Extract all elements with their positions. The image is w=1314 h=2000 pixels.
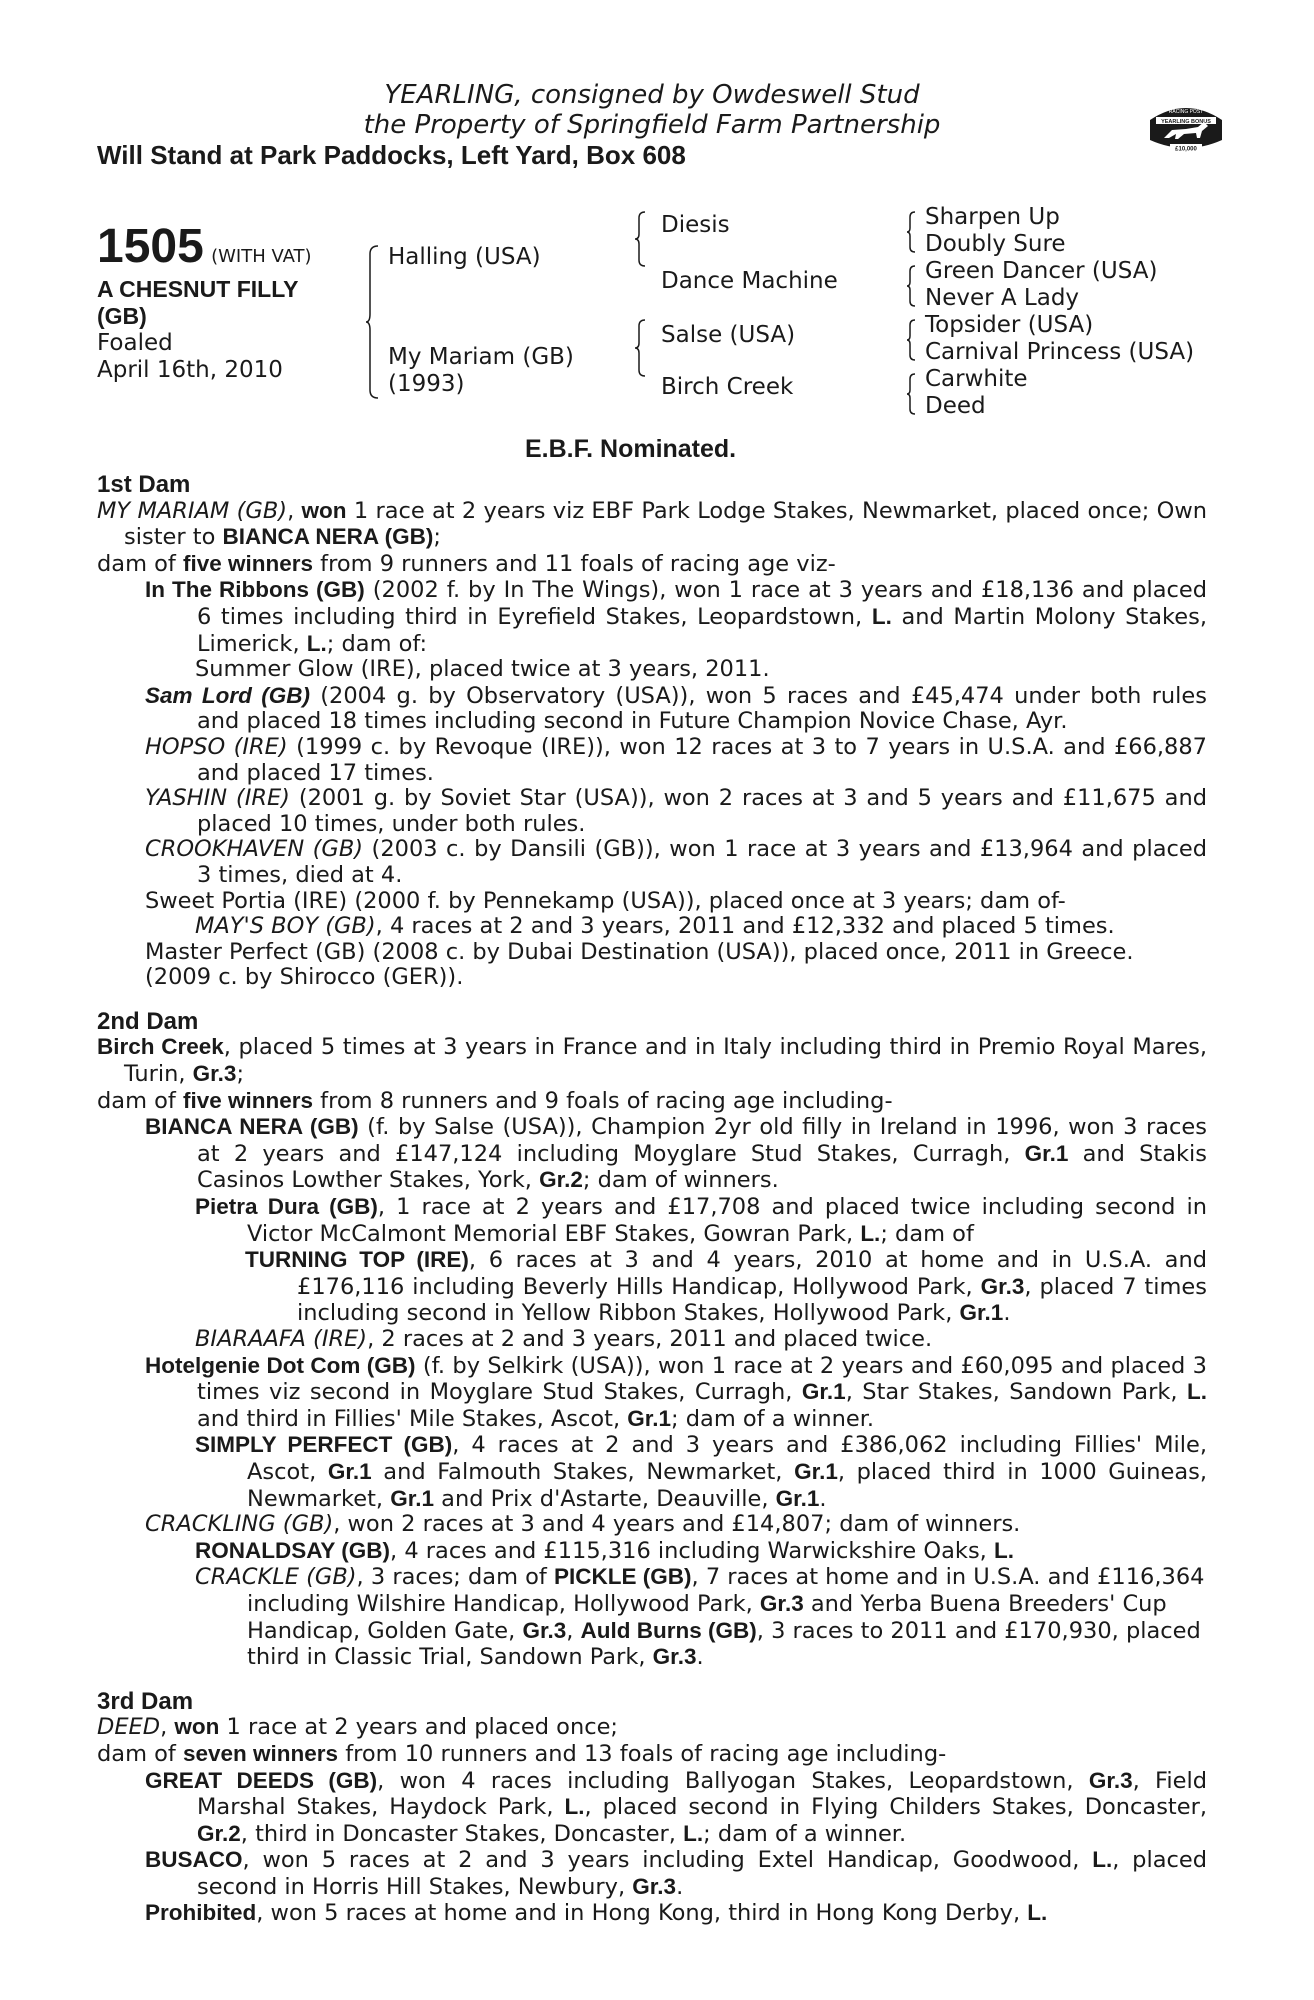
granddam-maternal: Birch Creek (661, 374, 794, 400)
text-run: Gr.1 (627, 1405, 672, 1431)
text-run: L. (1027, 1900, 1048, 1926)
text-run: Gr.3 (192, 1061, 237, 1087)
text-run: and Martin Molony Stakes, Limerick, (197, 603, 1207, 657)
text-run: CRACKLING (GB) (145, 1511, 334, 1538)
pedigree-entry (97, 1327, 1207, 1353)
text-run: Auld Burns (GB) (580, 1617, 757, 1643)
sire: Halling (USA) (388, 244, 541, 270)
text-run: , placed second in Flying Childers Stakes, Doncaster, (584, 1794, 1207, 1821)
text-run: , 7 races at home and in U.S.A. and £116,364 including Wilshire Handicap, Hollywood Park, (247, 1564, 1205, 1617)
text-run: ; dam of: (326, 630, 428, 657)
text-run: In The Ribbons (GB) (145, 577, 365, 603)
grandsire-paternal: Diesis (661, 212, 730, 238)
text-run: . (696, 1644, 704, 1671)
text-run: Gr.2 (539, 1167, 583, 1193)
text-run: Gr.1 (390, 1485, 435, 1511)
text-run: L. (306, 630, 327, 656)
text-run: Gr.1 (327, 1458, 372, 1484)
text-run: 1 race at 2 years viz EBF Park Lodge Stakes, Newmarket, placed once; Own sister to (124, 497, 1207, 551)
section-heading: 1st Dam (97, 471, 191, 498)
catalogue-page (97, 80, 1211, 1927)
foaled-date: April 16th, 2010 (97, 357, 283, 383)
text-run: BIANCA NERA (GB) (145, 1114, 359, 1140)
stand-location: Will Stand at Park Paddocks, Left Yard, Box 608 (97, 140, 686, 170)
text-run: PICKLE (GB) (554, 1564, 692, 1590)
text-run: and Prix d'Astarte, Deauville, (434, 1485, 776, 1512)
svg-text:£10,000: £10,000 (1175, 146, 1197, 153)
dam-section (97, 1009, 1207, 1671)
yearling-bonus-horse-icon (1142, 100, 1230, 158)
pedigree-entry (97, 1741, 1207, 1768)
text-run: TURNING TOP (IRE) (245, 1247, 469, 1273)
vat-note: (WITH VAT) (211, 246, 312, 267)
pedigree-entry (97, 735, 1207, 786)
pedigree-entry (97, 498, 1207, 551)
pedigree-entry (97, 914, 1207, 940)
pedigree-entry (97, 1714, 1207, 1741)
great-grandparent-5: Topsider (USA) (925, 312, 1094, 338)
text-run: Sam Lord (GB) (145, 682, 310, 708)
pedigree-entry (97, 889, 1207, 915)
text-run: five winners (182, 550, 314, 576)
text-run: from 8 runners and 9 foals of racing age including- (313, 1087, 893, 1114)
text-run: ; (433, 524, 441, 551)
text-run: , 4 races and £115,316 including Warwickshire Oaks, (390, 1537, 994, 1564)
svg-text:YEARLING BONUS: YEARLING BONUS (1161, 119, 1211, 125)
text-run: L. (871, 603, 892, 629)
pedigree-entry (97, 1847, 1207, 1900)
text-run: dam of (97, 1087, 183, 1114)
dam-section (97, 472, 1207, 991)
pedigree-entry (97, 657, 1207, 683)
lot-number: 1505 (97, 220, 204, 273)
text-run: GREAT DEEDS (GB) (145, 1767, 378, 1793)
text-run: dam of (97, 1740, 183, 1767)
sire-brace (633, 210, 647, 268)
text-run: MAY'S BOY (GB) (195, 913, 376, 940)
text-run: . (819, 1485, 827, 1512)
ebf-nomination: E.B.F. Nominated. (525, 435, 737, 463)
text-run: Gr.3 (1088, 1767, 1133, 1793)
text-run: won (301, 497, 347, 523)
pedigree-entry (97, 577, 1207, 657)
text-run: five winners (182, 1087, 314, 1113)
lot-number-row (97, 222, 312, 272)
produce-record (97, 472, 1207, 1927)
section-heading: 3rd Dam (97, 1687, 194, 1715)
text-run: L. (564, 1794, 585, 1820)
text-run: CROOKHAVEN (GB) (145, 836, 364, 863)
pedigree-table (97, 204, 1207, 464)
text-run: Master Perfect (GB) (2008 c. by Dubai Destination (USA)), placed once, 2011 in Greece. (145, 938, 1134, 965)
text-run: Gr.1 (1024, 1140, 1069, 1166)
pedigree-entry (97, 837, 1207, 888)
text-run: Gr.1 (959, 1300, 1004, 1326)
text-run: , 3 races; dam of (356, 1564, 555, 1591)
text-run: Prohibited (145, 1900, 257, 1926)
text-run: , (160, 1714, 175, 1741)
text-run: . (1003, 1300, 1011, 1327)
text-run: , 4 races at 2 and 3 years and £386,062 including Fillies' Mile, Ascot, (247, 1432, 1207, 1485)
text-run: , Star Stakes, Sandown Park, (845, 1379, 1187, 1406)
text-run: , 6 races at 3 and 4 years, 2010 at home and in U.S.A. and £176,116 including Beverly Hills Handicap, Hollywood Park, (297, 1247, 1207, 1300)
text-run: Hotelgenie Dot Com (GB) (145, 1352, 416, 1378)
text-run: , third in Doncaster Stakes, Doncaster, (240, 1820, 684, 1847)
pedigree-entry (97, 1432, 1207, 1512)
property-line: the Property of Springfield Farm Partnership (363, 110, 941, 140)
dam-brace (633, 318, 647, 378)
pedigree-entry (97, 1564, 1207, 1670)
text-run: and Stakis Casinos Lowther Stakes, York, (197, 1140, 1208, 1194)
svg-text:RACING POST: RACING POST (1168, 109, 1204, 115)
text-run: Gr.1 (794, 1458, 838, 1484)
text-run: MY MARIAM (GB) (97, 497, 288, 524)
text-run: , placed third in 1000 Guineas, Newmarket, (247, 1458, 1207, 1512)
text-run: Gr.2 (197, 1820, 241, 1846)
text-run: seven winners (182, 1740, 339, 1766)
text-run: Gr.1 (801, 1379, 846, 1405)
sire-dam-brace (365, 244, 381, 400)
great-grandparent-4: Never A Lady (925, 285, 1080, 311)
brace-1 (905, 210, 917, 254)
pedigree-entry (97, 1768, 1207, 1848)
text-run: , 3 races to 2011 and £170,930, placed third in Classic Trial, Sandown Park, (247, 1617, 1201, 1671)
lot-description-country: (GB) (97, 303, 147, 329)
text-run: ; dam of winners. (582, 1167, 779, 1194)
text-run: L. (683, 1820, 704, 1846)
text-run: and Yerba Buena Breeders' Cup Handicap, Golden Gate, (247, 1590, 1167, 1644)
pedigree-entry (97, 1034, 1207, 1087)
pedigree-entry (97, 1512, 1207, 1538)
text-run: DEED (97, 1714, 161, 1741)
text-run: (2009 c. by Shirocco (GER)). (145, 964, 464, 991)
text-run: L. (1187, 1379, 1207, 1405)
text-run: ; dam of a winner. (703, 1820, 907, 1847)
text-run: BUSACO (145, 1847, 243, 1873)
text-run: , won 5 races at home and in Hong Kong, third in Hong Kong Derby, (256, 1900, 1028, 1927)
text-run: Gr.3 (652, 1644, 697, 1670)
text-run: ; dam of a winner. (671, 1405, 875, 1432)
lot-description: A CHESNUT FILLY (97, 276, 299, 302)
brace-2 (905, 264, 917, 308)
pedigree-entry (97, 1900, 1207, 1927)
text-run: from 10 runners and 13 foals of racing age including- (338, 1740, 947, 1767)
text-run: , won 2 races at 3 and 4 years and £14,807; dam of winners. (333, 1511, 1021, 1538)
brace-3 (905, 318, 917, 362)
pedigree-entry (97, 1088, 1207, 1115)
dam-section (97, 1689, 1207, 1927)
text-run: (2004 g. by Observatory (USA)), won 5 races and £45,474 under both rules and placed 18 times including second in Future Champion Novice Chase, Ayr. (197, 682, 1207, 735)
great-grandparent-7: Carwhite (925, 366, 1028, 392)
grandsire-maternal: Salse (USA) (661, 322, 796, 348)
text-run: , 2 races at 2 and 3 years, 2011 and placed twice. (367, 1326, 933, 1352)
pedigree-entry (97, 786, 1207, 837)
dam: My Mariam (GB) (388, 344, 574, 370)
brace-4 (905, 372, 917, 416)
text-run: BIARAAFA (IRE) (195, 1326, 368, 1352)
text-run: (f. by Selkirk (USA)), won 1 race at 2 years and £60,095 and placed 3 times viz second in Moyglare Stud Stakes, Curragh, (197, 1352, 1207, 1406)
dam-year: (1993) (388, 371, 465, 397)
text-run: 1 race at 2 years and placed once; (219, 1714, 619, 1741)
great-grandparent-8: Deed (925, 393, 986, 419)
text-run: Gr.3 (759, 1590, 804, 1616)
text-run: Birch Creek (97, 1034, 224, 1060)
text-run: , (287, 497, 302, 524)
text-run: YASHIN (IRE) (145, 785, 290, 812)
great-grandparent-2: Doubly Sure (925, 231, 1066, 257)
text-run: and Falmouth Stakes, Newmarket, (371, 1458, 795, 1485)
text-run: , placed second in Horris Hill Stakes, Newbury, (197, 1847, 1207, 1900)
text-run: Gr.3 (522, 1617, 567, 1643)
pedigree-entry (97, 551, 1207, 578)
pedigree-entry (97, 965, 1207, 991)
text-run: (2002 f. by In The Wings), won 1 race at 3 years and £18,136 and placed 6 times including third in Eyrefield Stakes, Leopardstown, (197, 577, 1207, 630)
text-run: Sweet Portia (IRE) (2000 f. by Pennekamp (USA)), placed once at 3 years; dam of- (145, 887, 1066, 914)
text-run: Gr.3 (980, 1273, 1025, 1299)
text-run: Pietra Dura (GB) (195, 1194, 378, 1220)
text-run: L. (1092, 1847, 1113, 1873)
pedigree-entry (97, 1194, 1207, 1247)
text-run: , Field Marshal Stakes, Haydock Park, (197, 1767, 1207, 1821)
text-run: , 4 races at 2 and 3 years, 2011 and £12,332 and placed 5 times. (375, 913, 1115, 940)
granddam-paternal: Dance Machine (661, 268, 838, 294)
text-run: BIANCA NERA (GB) (222, 524, 434, 550)
text-run: (2003 c. by Dansili (GB)), won 1 race at 3 years and £13,964 and placed 3 times, died at 4. (197, 836, 1207, 888)
great-grandparent-3: Green Dancer (USA) (925, 258, 1158, 284)
text-run: , placed 5 times at 3 years in France and in Italy including third in Premio Royal Mares, Turin, (124, 1034, 1208, 1088)
text-run: (2001 g. by Soviet Star (USA)), won 2 races at 3 and 5 years and £11,675 and placed 10 times, under both rules. (197, 785, 1207, 837)
text-run: won (174, 1714, 220, 1740)
text-run: , won 5 races at 2 and 3 years including Extel Handicap, Goodwood, (242, 1847, 1093, 1874)
text-run: , (566, 1617, 581, 1644)
text-run: ; (236, 1061, 245, 1088)
text-run: Gr.1 (775, 1485, 820, 1511)
pedigree-entry (97, 1353, 1207, 1433)
text-run: (1999 c. by Revoque (IRE)), won 12 races at 3 to 7 years in U.S.A. and £66,887 and placed 17 times. (197, 733, 1207, 786)
text-run: (f. by Salse (USA)), Champion 2yr old filly in Ireland in 1996, won 3 races at 2 years and £147,124 including Moyglare Stud Stakes, Curragh, (197, 1114, 1207, 1167)
text-run: Gr.3 (632, 1873, 677, 1899)
header (97, 80, 1207, 170)
consignor-line: YEARLING, consigned by Owdeswell Stud (384, 80, 920, 110)
text-run: SIMPLY PERFECT (GB) (195, 1432, 453, 1458)
text-run: L. (860, 1220, 881, 1246)
text-run: RONALDSAY (GB) (195, 1537, 391, 1563)
pedigree-entry (97, 683, 1207, 735)
great-grandparent-1: Sharpen Up (925, 204, 1060, 230)
pedigree-entry (97, 1538, 1207, 1565)
text-run: and third in Fillies' Mile Stakes, Ascot, (197, 1405, 628, 1432)
text-run: HOPSO (IRE) (145, 733, 288, 760)
text-run: , 1 race at 2 years and £17,708 and placed twice including second in Victor McCalmont Memorial EBF Stakes, Gowran Park, (247, 1194, 1207, 1247)
text-run: dam of (97, 550, 183, 577)
section-heading: 2nd Dam (97, 1007, 199, 1035)
text-run: from 9 runners and 11 foals of racing age viz- (313, 550, 836, 577)
text-run: L. (993, 1537, 1014, 1563)
text-run: CRACKLE (GB) (195, 1564, 357, 1591)
text-run: , won 4 races including Ballyogan Stakes, Leopardstown, (377, 1767, 1089, 1794)
text-run: . (676, 1873, 684, 1900)
text-run: ; dam of (880, 1220, 974, 1247)
text-run: Summer Glow (IRE), placed twice at 3 years, 2011. (195, 656, 770, 683)
text-run: , placed 7 times including second in Yellow Ribbon Stakes, Hollywood Park, (297, 1273, 1207, 1327)
pedigree-entry (97, 1114, 1207, 1194)
great-grandparent-6: Carnival Princess (USA) (925, 339, 1195, 365)
pedigree-entry (97, 940, 1207, 966)
foaled-label: Foaled (97, 330, 173, 356)
pedigree-entry (97, 1247, 1207, 1327)
